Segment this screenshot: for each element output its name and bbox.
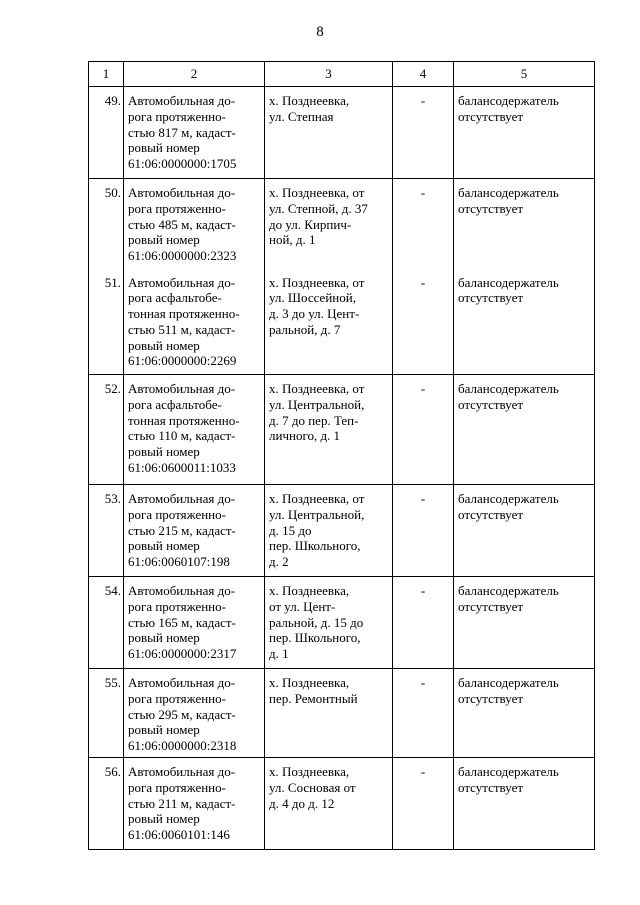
object-description	[124, 87, 265, 179]
column-header-5: 5	[454, 62, 595, 87]
object-description	[124, 758, 265, 850]
object-description-line: 61:06:0060101:146	[128, 827, 230, 843]
object-description-line: ровый номер	[128, 337, 200, 353]
object-description	[124, 669, 265, 758]
object-address	[265, 485, 393, 577]
table-row	[89, 87, 595, 179]
object-description-line: стью 295 м, кадаст-	[128, 706, 236, 722]
object-description-line: рога протяженно-	[128, 598, 226, 614]
column-4-value: -	[393, 577, 454, 669]
object-address-line: ул. Сосновая от	[269, 779, 356, 795]
object-address	[265, 758, 393, 850]
object-address-line: от ул. Цент-	[269, 598, 336, 614]
object-description-line: Автомобильная до-	[128, 381, 236, 396]
table-row	[89, 758, 595, 850]
object-address-line: до ул. Кирпич-	[269, 216, 352, 232]
column-header-3: 3	[265, 62, 393, 87]
object-description-line: стью 110 м, кадаст-	[128, 428, 236, 444]
balance-holder-line: балансодержатель	[458, 381, 559, 396]
balance-holder-line: отсутствует	[458, 506, 524, 522]
object-description-line: тонная протяженно-	[128, 306, 240, 322]
object-description-line: рога асфальтобе-	[128, 396, 222, 412]
object-address-line: ул. Центральной,	[269, 506, 365, 522]
balance-holder	[454, 485, 595, 577]
row-number: 49.	[89, 87, 124, 179]
balance-holder-line: балансодержатель	[458, 675, 559, 690]
object-address-line: пер. Школьного,	[269, 630, 361, 646]
balance-holder-line: отсутствует	[458, 598, 524, 614]
balance-holder-line: отсутствует	[458, 690, 524, 706]
object-description-line: рога асфальтобе-	[128, 290, 222, 306]
balance-holder-line: отсутствует	[458, 108, 524, 124]
object-address-line: ул. Степной, д. 37	[269, 200, 368, 216]
object-description-line: Автомобильная до-	[128, 93, 236, 108]
balance-holder	[454, 87, 595, 179]
column-header-4: 4	[393, 62, 454, 87]
object-description-line: Автомобильная до-	[128, 491, 236, 506]
object-description-line: 61:06:0000000:2323	[128, 248, 237, 264]
object-address	[265, 269, 393, 375]
object-description-line: ровый номер	[128, 811, 200, 827]
balance-holder	[454, 179, 595, 269]
balance-holder-line: балансодержатель	[458, 185, 559, 200]
object-address-line: ул. Центральной,	[269, 396, 365, 412]
object-description	[124, 577, 265, 669]
object-description-line: Автомобильная до-	[128, 583, 236, 598]
object-description-line: ровый номер	[128, 444, 200, 460]
column-4-value: -	[393, 485, 454, 577]
balance-holder	[454, 758, 595, 850]
balance-holder-line: отсутствует	[458, 200, 524, 216]
balance-holder-line: отсутствует	[458, 396, 524, 412]
object-address	[265, 179, 393, 269]
table-row	[89, 269, 595, 375]
column-4-value: -	[393, 375, 454, 485]
object-address-line: д. 7 до пер. Теп-	[269, 412, 359, 428]
object-description-line: рога протяженно-	[128, 779, 226, 795]
object-address	[265, 87, 393, 179]
object-address-line: ральной, д. 7	[269, 321, 341, 337]
column-4-value: -	[393, 269, 454, 375]
balance-holder-line: балансодержатель	[458, 93, 559, 108]
object-description-line: 61:06:0000000:2318	[128, 738, 237, 754]
object-description-line: стью 485 м, кадаст-	[128, 216, 236, 232]
column-4-value: -	[393, 669, 454, 758]
row-number: 56.	[89, 758, 124, 850]
object-address	[265, 375, 393, 485]
row-number: 54.	[89, 577, 124, 669]
object-description-line: стью 211 м, кадаст-	[128, 795, 236, 811]
object-address-line: ной, д. 1	[269, 232, 316, 248]
balance-holder	[454, 269, 595, 375]
object-description-line: 61:06:0600011:1033	[128, 459, 236, 475]
balance-holder-line: балансодержатель	[458, 583, 559, 598]
object-description	[124, 269, 265, 375]
table-row	[89, 485, 595, 577]
balance-holder-line: отсутствует	[458, 290, 524, 306]
object-description-line: стью 511 м, кадаст-	[128, 321, 236, 337]
object-description-line: стью 817 м, кадаст-	[128, 124, 236, 140]
column-4-value: -	[393, 758, 454, 850]
balance-holder	[454, 669, 595, 758]
roads-registry-table	[88, 61, 595, 850]
column-header-2: 2	[124, 62, 265, 87]
object-address-line: х. Позднеевка, от	[269, 491, 365, 506]
object-description-line: ровый номер	[128, 140, 200, 156]
object-description-line: 61:06:0000000:2317	[128, 646, 237, 662]
object-description	[124, 375, 265, 485]
row-number: 50.	[89, 179, 124, 269]
balance-holder	[454, 375, 595, 485]
table-row	[89, 179, 595, 269]
balance-holder	[454, 577, 595, 669]
object-description-line: рога протяженно-	[128, 108, 226, 124]
object-address-line: х. Позднеевка,	[269, 93, 350, 108]
row-number: 55.	[89, 669, 124, 758]
object-description-line: 61:06:0000000:1705	[128, 156, 237, 172]
object-address-line: пер. Ремонтный	[269, 690, 358, 706]
object-description-line: 61:06:0000000:2269	[128, 353, 237, 369]
object-description-line: ровый номер	[128, 538, 200, 554]
object-address-line: личного, д. 1	[269, 428, 341, 444]
object-description	[124, 485, 265, 577]
object-address-line: д. 1	[269, 646, 289, 662]
object-address-line: д. 4 до д. 12	[269, 795, 335, 811]
object-description-line: стью 165 м, кадаст-	[128, 614, 236, 630]
balance-holder-line: балансодержатель	[458, 764, 559, 779]
table-body	[89, 87, 595, 850]
row-number: 52.	[89, 375, 124, 485]
object-address-line: ральной, д. 15 до	[269, 614, 364, 630]
object-address-line: х. Позднеевка, от	[269, 185, 365, 200]
object-address-line: х. Позднеевка,	[269, 764, 350, 779]
object-address	[265, 577, 393, 669]
object-description-line: рога протяженно-	[128, 690, 226, 706]
page-number: 8	[316, 24, 324, 40]
object-description-line: 61:06:0060107:198	[128, 554, 230, 570]
row-number: 53.	[89, 485, 124, 577]
object-description-line: Автомобильная до-	[128, 675, 236, 690]
row-number: 51.	[89, 269, 124, 375]
column-4-value: -	[393, 179, 454, 269]
table-row	[89, 669, 595, 758]
balance-holder-line: отсутствует	[458, 779, 524, 795]
object-description-line: Автомобильная до-	[128, 764, 236, 779]
object-address-line: х. Позднеевка, от	[269, 381, 365, 396]
object-address-line: х. Позднеевка,	[269, 675, 350, 690]
object-address-line: х. Позднеевка, от	[269, 274, 365, 290]
object-description-line: Автомобильная до-	[128, 185, 236, 200]
object-address-line: пер. Школьного,	[269, 538, 361, 554]
object-address-line: х. Позднеевка,	[269, 583, 350, 598]
column-4-value: -	[393, 87, 454, 179]
object-address-line: ул. Шоссейной,	[269, 290, 356, 306]
object-address-line: д. 3 до ул. Цент-	[269, 306, 360, 322]
balance-holder-line: балансодержатель	[458, 491, 559, 506]
object-description-line: Автомобильная до-	[128, 274, 236, 290]
object-address-line: д. 15 до	[269, 522, 312, 538]
object-description-line: тонная протяженно-	[128, 412, 240, 428]
table-header-row	[89, 62, 595, 87]
balance-holder-line: балансодержатель	[458, 274, 559, 290]
column-header-1: 1	[89, 62, 124, 87]
object-description-line: ровый номер	[128, 722, 200, 738]
object-description-line: ровый номер	[128, 232, 200, 248]
object-description-line: рога протяженно-	[128, 200, 226, 216]
object-description-line: ровый номер	[128, 630, 200, 646]
object-address	[265, 669, 393, 758]
object-description	[124, 179, 265, 269]
object-address-line: ул. Степная	[269, 108, 334, 124]
object-description-line: рога протяженно-	[128, 506, 226, 522]
table-row	[89, 577, 595, 669]
object-address-line: д. 2	[269, 554, 289, 570]
object-description-line: стью 215 м, кадаст-	[128, 522, 236, 538]
table-row	[89, 375, 595, 485]
